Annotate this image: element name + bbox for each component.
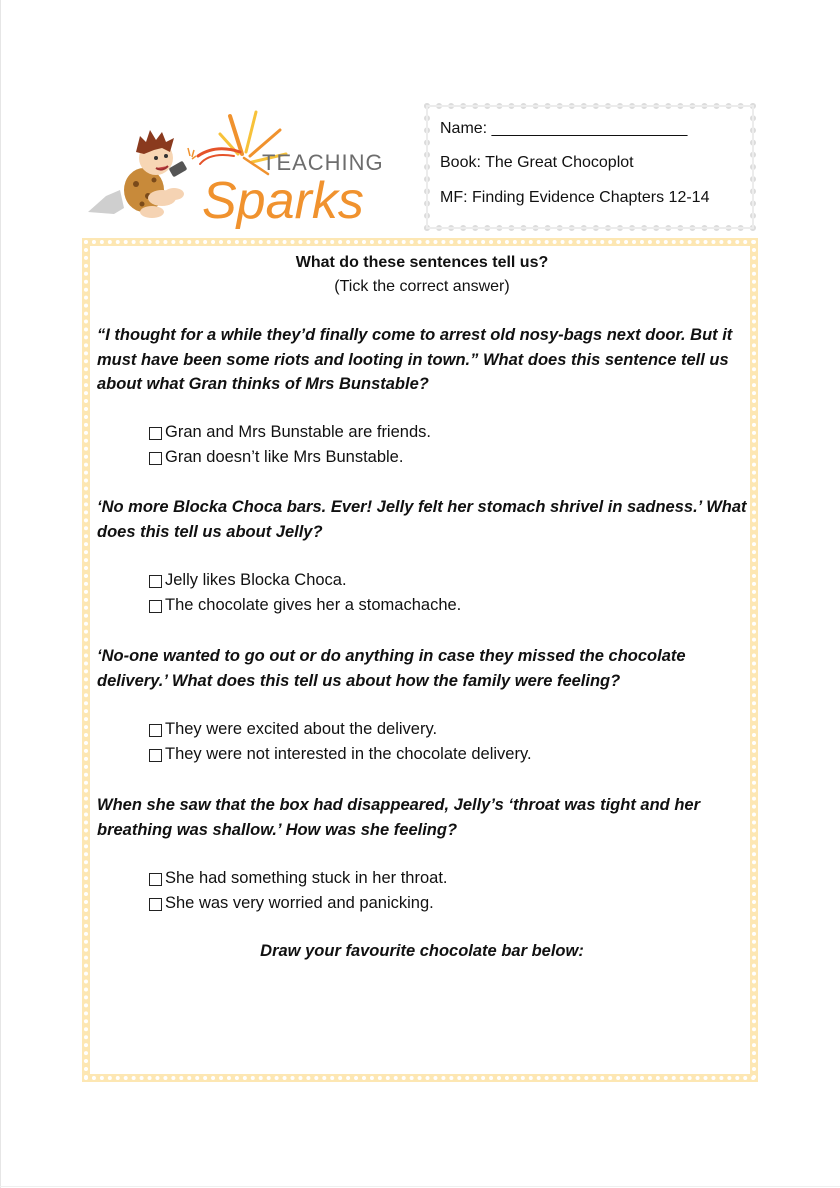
option-label: Jelly likes Blocka Choca. — [165, 571, 347, 589]
option-1a[interactable] — [149, 423, 431, 442]
checkbox[interactable] — [149, 873, 162, 886]
student-info-box — [424, 103, 756, 231]
name-field[interactable]: Name: ______________________ — [440, 120, 688, 137]
option-2a[interactable] — [149, 571, 347, 590]
character-shadow-icon — [88, 190, 124, 214]
option-label: They were not interested in the chocolate delivery. — [165, 745, 532, 763]
checkbox[interactable] — [149, 600, 162, 613]
option-3b[interactable] — [149, 745, 532, 764]
option-label: Gran and Mrs Bunstable are friends. — [165, 423, 431, 441]
checkbox[interactable] — [149, 749, 162, 762]
teaching-sparks-logo — [84, 108, 404, 233]
mf-subtitle: MF: Finding Evidence Chapters 12-14 — [440, 189, 710, 206]
logo-text-sparks: Sparks — [202, 172, 364, 230]
checkbox[interactable] — [149, 724, 162, 737]
worksheet-instructions: (Tick the correct answer) — [334, 278, 510, 295]
logo-text-teaching: TEACHING — [262, 150, 384, 175]
question-1: “I thought for a while they’d finally come to arrest old nosy-bags next door. But it must have been some riots and looting in town.” What does this sentence tell us about what Gran thinks of Mrs Bunstable? — [97, 326, 733, 393]
checkbox[interactable] — [149, 427, 162, 440]
checkbox[interactable] — [149, 452, 162, 465]
book-title: Book: The Great Chocoplot — [440, 154, 634, 171]
worksheet-heading: What do these sentences tell us? — [295, 254, 549, 271]
option-label: Gran doesn’t like Mrs Bunstable. — [165, 448, 404, 466]
option-label: She was very worried and panicking. — [165, 894, 434, 912]
page-edge — [0, 1186, 840, 1187]
page-edge — [0, 0, 1, 1188]
option-4a[interactable] — [149, 869, 448, 888]
question-2: ‘No more Blocka Choca bars. Ever! Jelly felt her stomach shrivel in sadness.’ What does this tell us about Jelly? — [97, 498, 747, 541]
option-4b[interactable] — [149, 894, 434, 913]
option-2b[interactable] — [149, 596, 461, 615]
checkbox[interactable] — [149, 898, 162, 911]
checkbox[interactable] — [149, 575, 162, 588]
option-label: She had something stuck in her throat. — [165, 869, 448, 887]
question-4: When she saw that the box had disappeared, Jelly’s ‘throat was tight and her breathing was shallow.’ How was she feeling? — [97, 796, 700, 839]
caveman-mascot-icon — [124, 130, 196, 218]
option-3a[interactable] — [149, 720, 437, 739]
drawing-area[interactable] — [97, 970, 747, 1070]
draw-prompt: Draw your favourite chocolate bar below: — [260, 942, 584, 960]
option-label: The chocolate gives her a stomachache. — [165, 596, 462, 614]
option-label: They were excited about the delivery. — [165, 720, 438, 738]
question-3: ‘No-one wanted to go out or do anything in case they missed the chocolate delivery.’ What does this tell us about how the family were feeling? — [97, 647, 686, 690]
option-1b[interactable] — [149, 448, 403, 467]
